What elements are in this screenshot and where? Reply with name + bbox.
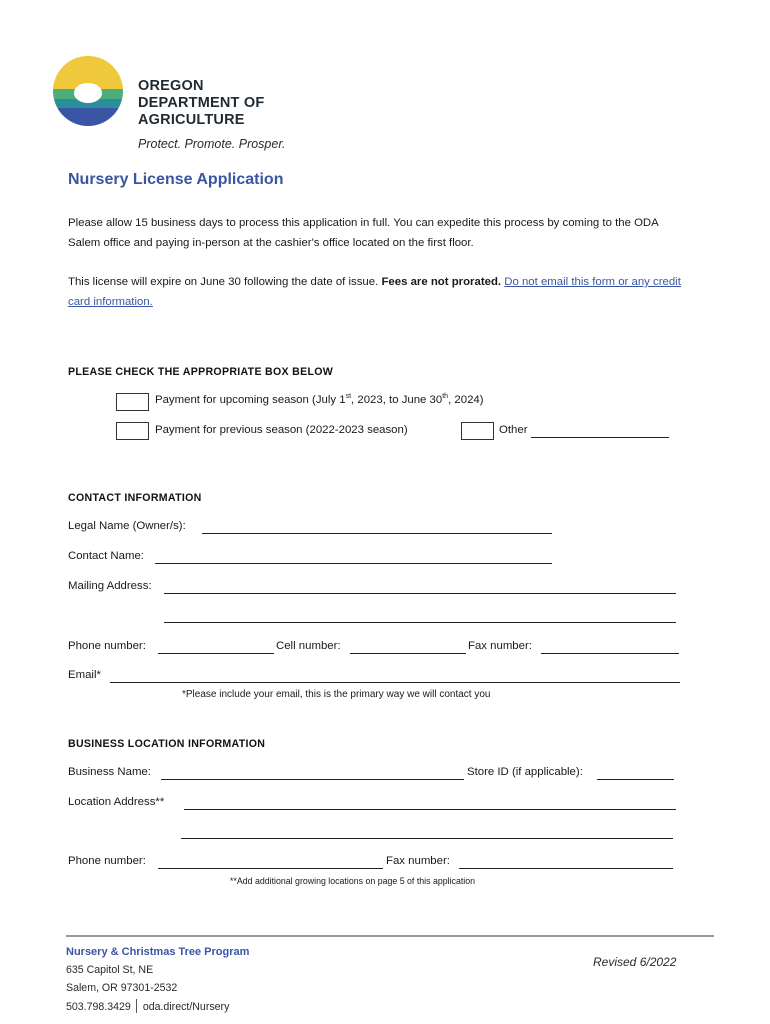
no-email-link[interactable]: Do not email this form or any credit card information. xyxy=(68,276,681,308)
upcoming-season-text-c: , 2024) xyxy=(448,394,484,406)
org-name-line2: DEPARTMENT OF xyxy=(138,95,265,111)
footer-contact-line xyxy=(66,999,229,1013)
footer-phone: 503.798.3429 xyxy=(66,1001,131,1013)
upcoming-season-text-b: , 2023, to June 30 xyxy=(351,394,443,406)
previous-season-label: Payment for previous season (2022-2023 season) xyxy=(155,424,408,436)
expiry-paragraph xyxy=(68,273,688,312)
business-phone-field[interactable] xyxy=(158,868,383,869)
store-id-label: Store ID (if applicable): xyxy=(467,766,583,778)
email-label: Email* xyxy=(68,669,101,681)
other-checkbox[interactable] xyxy=(461,422,494,440)
org-tagline: Protect. Promote. Prosper. xyxy=(138,137,286,151)
footer-city: Salem, OR 97301-2532 xyxy=(66,982,178,994)
fees-text: Fees are not prorated. xyxy=(381,276,502,288)
footer-program-name: Nursery & Christmas Tree Program xyxy=(66,946,250,958)
upcoming-season-label xyxy=(155,394,484,406)
email-note: *Please include your email, this is the primary way we will contact you xyxy=(182,689,491,700)
upcoming-season-sup1: st xyxy=(345,393,352,401)
business-name-field[interactable] xyxy=(161,779,464,780)
previous-season-checkbox[interactable] xyxy=(116,422,149,440)
org-name xyxy=(138,78,264,129)
footer-divider xyxy=(66,935,714,937)
store-id-field[interactable] xyxy=(597,779,674,780)
mailing-address-field-2[interactable] xyxy=(164,622,676,623)
business-name-label: Business Name: xyxy=(68,766,151,778)
business-heading: BUSINESS LOCATION INFORMATION xyxy=(68,738,266,750)
business-fax-field[interactable] xyxy=(459,868,673,869)
org-name-line3: AGRICULTURE xyxy=(138,112,245,128)
upcoming-season-sup2: th xyxy=(442,393,449,401)
mailing-address-label: Mailing Address: xyxy=(68,580,152,592)
location-address-field-1[interactable] xyxy=(184,809,676,810)
location-address-field-2[interactable] xyxy=(181,838,673,839)
contact-fax-label: Fax number: xyxy=(468,640,532,652)
contact-phone-label: Phone number: xyxy=(68,640,146,652)
footer-separator xyxy=(136,999,137,1013)
business-fax-label: Fax number: xyxy=(386,855,450,867)
other-label: Other xyxy=(499,424,528,436)
contact-name-field[interactable] xyxy=(155,563,552,564)
footer-web: oda.direct/Nursery xyxy=(142,1001,230,1013)
contact-name-label: Contact Name: xyxy=(68,550,144,562)
legal-name-label: Legal Name (Owner/s): xyxy=(68,520,186,532)
expiry-text: This license will expire on June 30 following the date of issue. xyxy=(68,276,379,288)
cell-field[interactable] xyxy=(350,653,466,654)
legal-name-field[interactable] xyxy=(202,533,552,534)
logo-blue-band xyxy=(52,108,124,127)
mailing-address-field-1[interactable] xyxy=(164,593,676,594)
other-input-line[interactable] xyxy=(531,437,669,438)
footer-street: 635 Capitol St, NE xyxy=(66,964,154,976)
email-field[interactable] xyxy=(110,682,680,683)
form-title: Nursery License Application xyxy=(68,171,284,188)
contact-phone-field[interactable] xyxy=(158,653,274,654)
business-phone-label: Phone number: xyxy=(68,855,146,867)
upcoming-season-text-a: Payment for upcoming season (July 1 xyxy=(155,394,346,406)
intro-paragraph: Please allow 15 business days to process this application in full. You can expedite this process by coming to the ODA Salem office and paying in-person at the cashier's office located on the first floor. xyxy=(68,217,659,249)
location-address-label: Location Address** xyxy=(68,796,165,808)
contact-heading: CONTACT INFORMATION xyxy=(68,492,202,504)
oda-logo xyxy=(52,55,124,127)
check-section-heading: PLEASE CHECK THE APPROPRIATE BOX BELOW xyxy=(68,366,334,378)
upcoming-season-checkbox[interactable] xyxy=(116,393,149,411)
revised-date: Revised 6/2022 xyxy=(593,955,677,969)
additional-locations-note: **Add additional growing locations on page 5 of this application xyxy=(230,876,476,886)
contact-fax-field[interactable] xyxy=(541,653,679,654)
cell-label: Cell number: xyxy=(276,640,341,652)
org-name-line1: OREGON xyxy=(138,78,204,94)
